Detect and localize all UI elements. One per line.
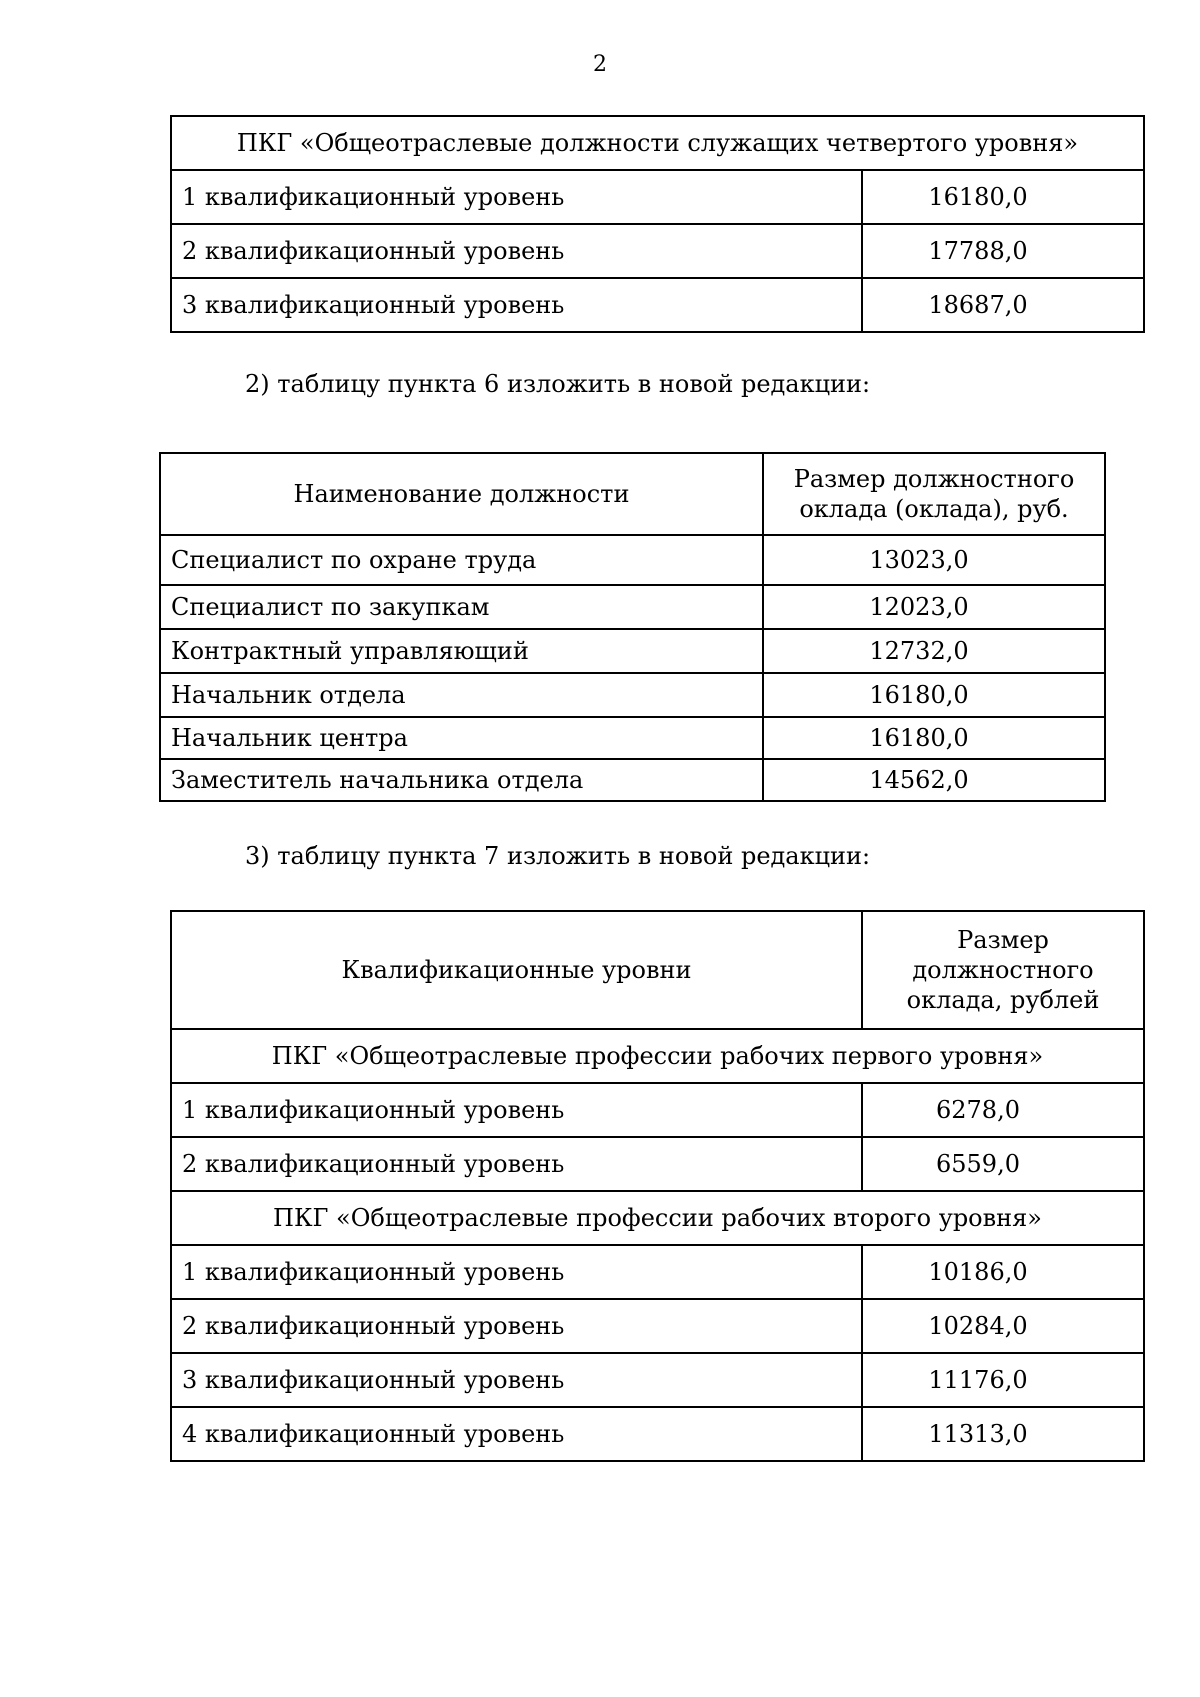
row-value: 11176,0 (862, 1353, 1144, 1407)
table-row (171, 170, 1144, 224)
paragraph-item-2: 2) таблицу пункта 6 изложить в новой редакции: (245, 370, 871, 398)
table-row (160, 717, 1105, 759)
row-label: 2 квалификационный уровень (171, 1299, 862, 1353)
row-label: Начальник центра (160, 717, 763, 759)
table-pkg-fourth-level (170, 115, 1145, 333)
row-label: Контрактный управляющий (160, 629, 763, 673)
row-label: 2 квалификационный уровень (171, 224, 862, 278)
table-worker-levels (170, 910, 1145, 1462)
row-label: 1 квалификационный уровень (171, 1245, 862, 1299)
row-label: Специалист по охране труда (160, 535, 763, 585)
paragraph-item-3: 3) таблицу пункта 7 изложить в новой редакции: (245, 842, 871, 870)
column-header-salary-line: Размер должностного (793, 465, 1075, 493)
row-value: 11313,0 (862, 1407, 1144, 1461)
column-header-salary (763, 453, 1105, 535)
row-value: 16180,0 (763, 717, 1105, 759)
table-positions (159, 452, 1106, 802)
row-label: Специалист по закупкам (160, 585, 763, 629)
page-number: 2 (593, 52, 607, 77)
table-row (171, 1245, 1144, 1299)
row-value: 18687,0 (862, 278, 1144, 332)
row-value: 10186,0 (862, 1245, 1144, 1299)
row-value: 12732,0 (763, 629, 1105, 673)
row-label: 1 квалификационный уровень (171, 170, 862, 224)
table-row (160, 673, 1105, 717)
table-row (160, 535, 1105, 585)
row-value: 14562,0 (763, 759, 1105, 801)
table-row (171, 1137, 1144, 1191)
table-group-header: ПКГ «Общеотраслевые профессии рабочих второго уровня» (171, 1191, 1144, 1245)
row-label: Заместитель начальника отдела (160, 759, 763, 801)
row-label: 4 квалификационный уровень (171, 1407, 862, 1461)
table-row (171, 1083, 1144, 1137)
row-label: Начальник отдела (160, 673, 763, 717)
row-value: 12023,0 (763, 585, 1105, 629)
column-header-salary (862, 911, 1144, 1029)
table-group-header: ПКГ «Общеотраслевые профессии рабочих первого уровня» (171, 1029, 1144, 1083)
row-label: 3 квалификационный уровень (171, 278, 862, 332)
table-row (171, 1299, 1144, 1353)
column-header-position: Наименование должности (160, 453, 763, 535)
row-value: 17788,0 (862, 224, 1144, 278)
row-value: 10284,0 (862, 1299, 1144, 1353)
row-value: 6278,0 (862, 1083, 1144, 1137)
table-row (160, 629, 1105, 673)
table-row (171, 224, 1144, 278)
table-row (160, 585, 1105, 629)
column-header-salary-line: оклада (оклада), руб. (799, 495, 1069, 523)
row-value: 16180,0 (862, 170, 1144, 224)
table-group-header: ПКГ «Общеотраслевые должности служащих четвертого уровня» (171, 116, 1144, 170)
column-header-salary-line: оклада, рублей (906, 986, 1100, 1014)
column-header-salary-line: Размер (957, 926, 1049, 954)
row-label: 1 квалификационный уровень (171, 1083, 862, 1137)
row-value: 16180,0 (763, 673, 1105, 717)
row-label: 3 квалификационный уровень (171, 1353, 862, 1407)
row-value: 6559,0 (862, 1137, 1144, 1191)
row-value: 13023,0 (763, 535, 1105, 585)
table-row (160, 759, 1105, 801)
table-row (171, 1353, 1144, 1407)
column-header-salary-line: должностного (912, 956, 1094, 984)
row-label: 2 квалификационный уровень (171, 1137, 862, 1191)
column-header-levels: Квалификационные уровни (171, 911, 862, 1029)
table-row (171, 1407, 1144, 1461)
table-row (171, 278, 1144, 332)
